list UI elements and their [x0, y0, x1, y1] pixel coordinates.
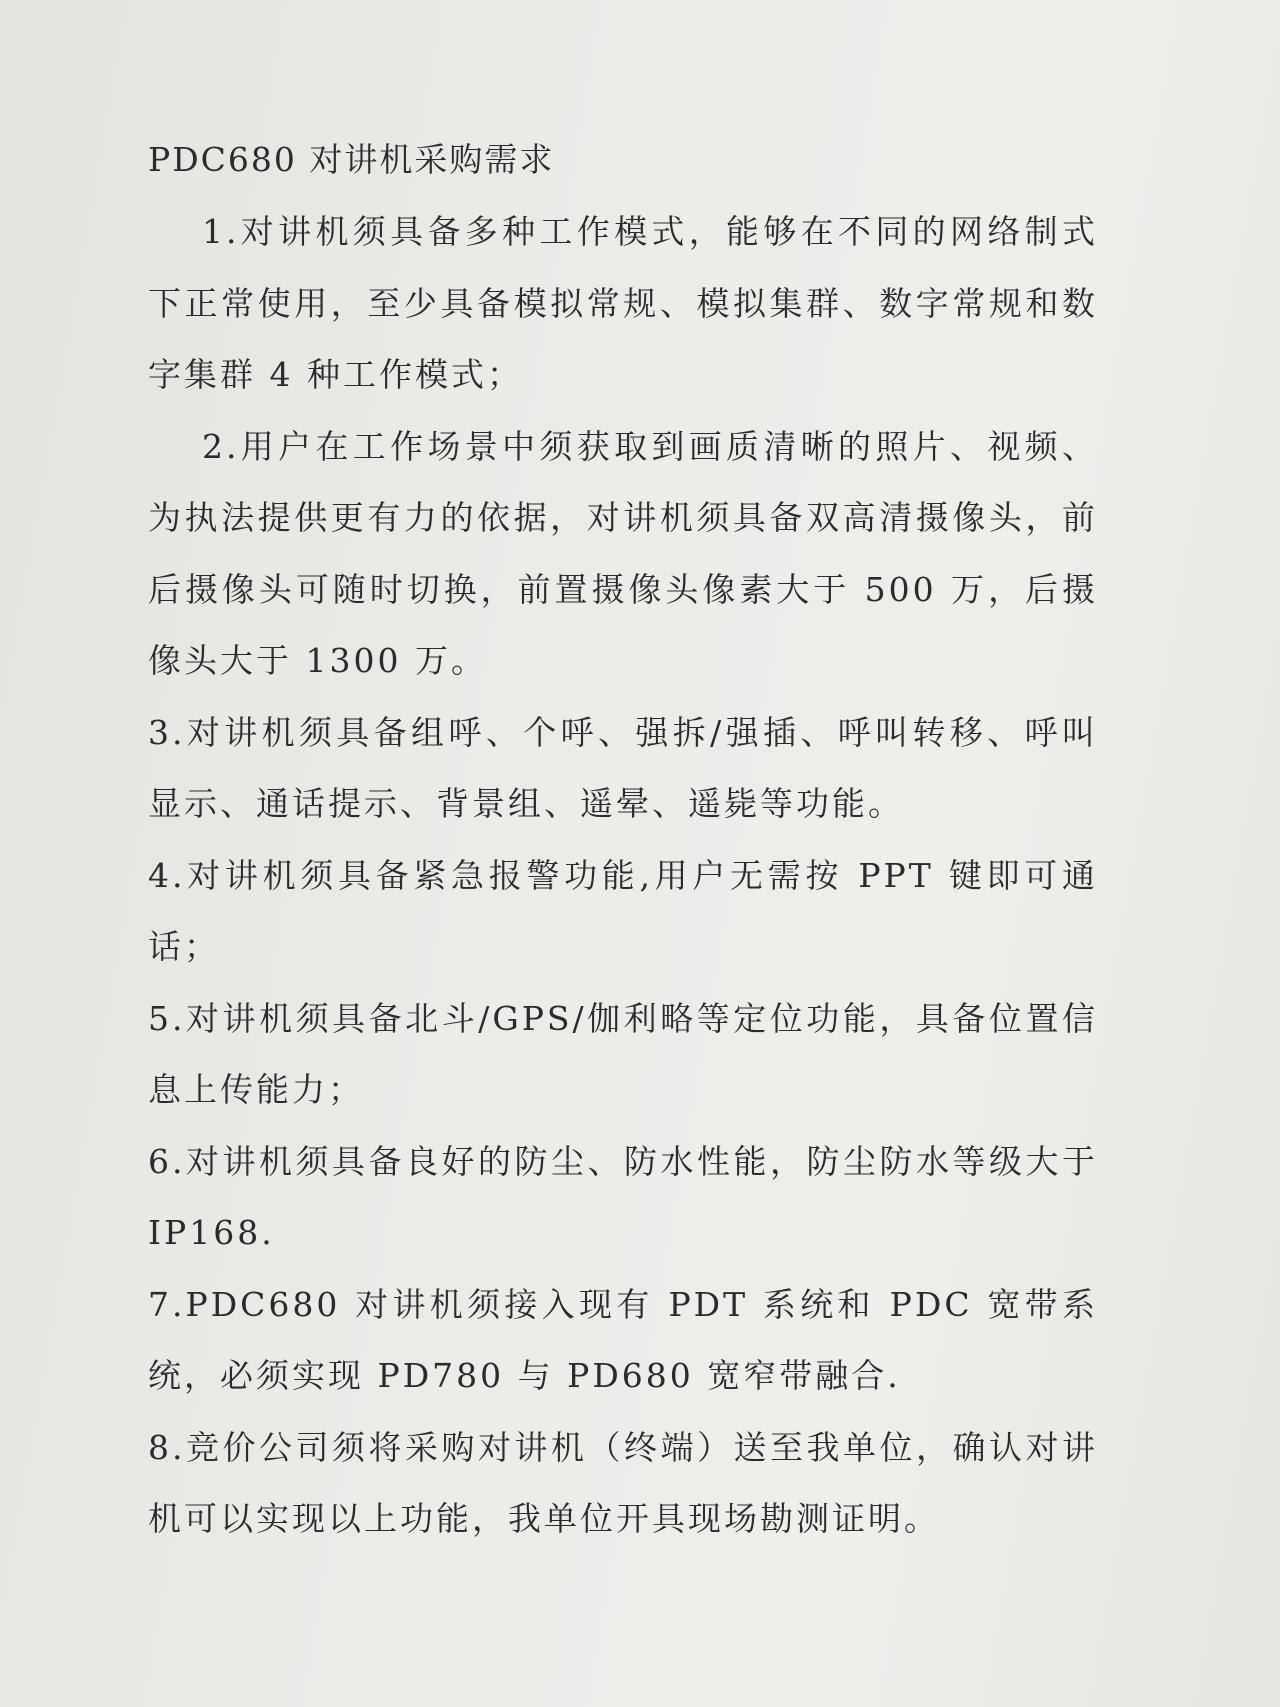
requirement-item-3: 3.对讲机须具备组呼、个呼、强拆/强插、呼叫转移、呼叫显示、通话提示、背景组、遥晕、遥毙等功能。 — [148, 712, 1098, 823]
requirement-item-8: 8.竞价公司须将采购对讲机（终端）送至我单位，确认对讲机可以实现以上功能，我单位开具现场勘测证明。 — [148, 1427, 1098, 1538]
document-body — [148, 132, 1098, 1555]
requirement-item-4: 4.对讲机须具备紧急报警功能,用户无需按 PPT 键即可通话； — [148, 855, 1098, 966]
requirement-item-2: 2.用户在工作场景中须获取到画质清晰的照片、视频、为执法提供更有力的依据，对讲机须具备双高清摄像头，前后摄像头可随时切换，前置摄像头像素大于 500 万，后摄像头大于 1300 万。 — [148, 426, 1098, 680]
requirement-item-7: 7.PDC680 对讲机须接入现有 PDT 系统和 PDC 宽带系统，必须实现 PD780 与 PD680 宽窄带融合. — [148, 1284, 1098, 1395]
requirement-item-1: 1.对讲机须具备多种工作模式，能够在不同的网络制式下正常使用，至少具备模拟常规、模拟集群、数字常规和数字集群 4 种工作模式； — [148, 212, 1098, 394]
requirement-item-5: 5.对讲机须具备北斗/GPS/伽利略等定位功能，具备位置信息上传能力； — [148, 998, 1098, 1109]
requirement-item-6: 6.对讲机须具备良好的防尘、防水性能，防尘防水等级大于 IP168. — [148, 1141, 1098, 1252]
document-title: PDC680 对讲机采购需求 — [148, 140, 555, 179]
